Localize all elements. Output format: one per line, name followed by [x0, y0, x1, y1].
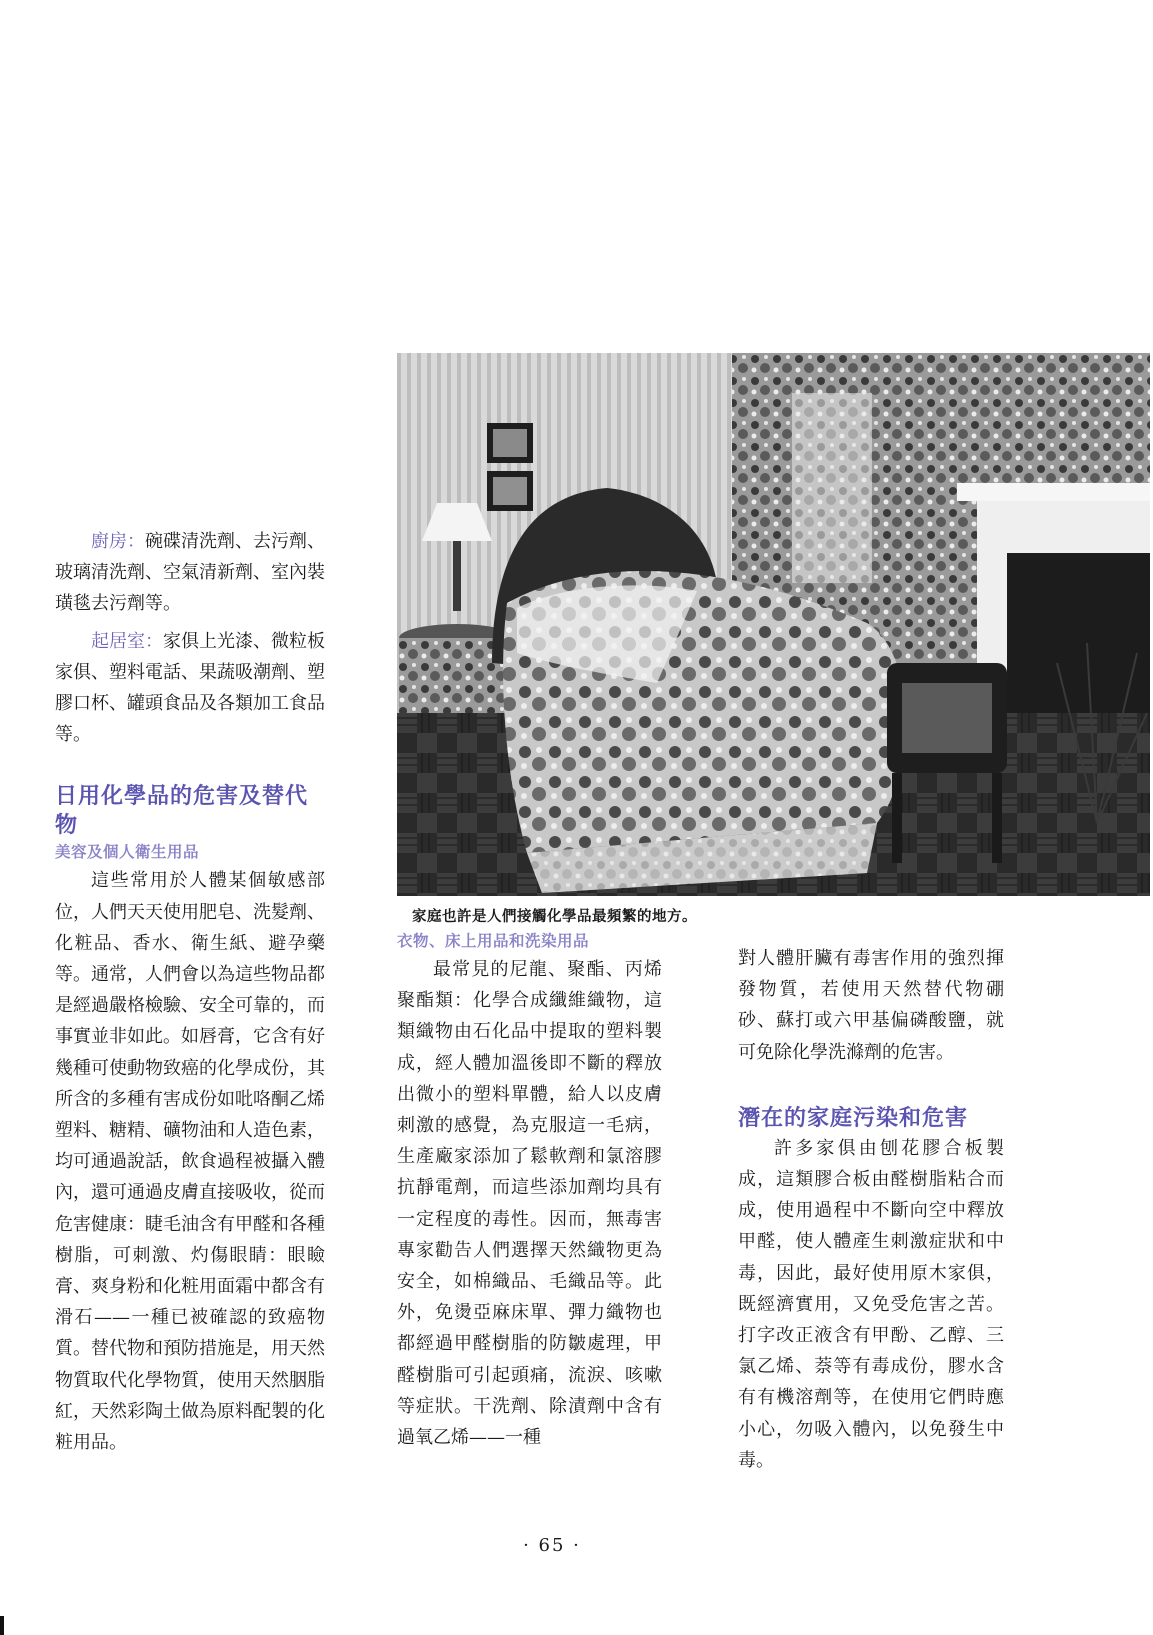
kitchen-text: 碗碟清洗劑、去污劑、玻璃清洗劑、空氣清新劑、室內裝璜毯去污劑等。: [55, 531, 325, 615]
subheading-textiles: 衣物、床上用品和洗染用品: [397, 932, 590, 950]
continued-paragraph: 對人體肝臟有毒害作用的強烈揮發物質，若使用天然替代物硼砂、蘇打或六甲基偏磷酸鹽，就可免除化學洗滌劑的危害。: [738, 948, 1004, 1063]
subheading-cosmetics: 美容及個人衛生用品: [55, 843, 200, 862]
furniture-paragraph: 許多家俱由刨花膠合板製成，這類膠合板由醛樹脂粘合而成，使用過程中不斷向空中釋放甲醛，使人體產生刺激症狀和中毒，因此，最好使用原木家俱，既經濟實用，又免受危害之苦。打字改正液含有甲酚、乙醇、三氯乙烯、萘等有毒成份，膠水含有有機溶劑等，在使用它們時應小心，勿吸入體內，以免發生中毒。: [738, 1137, 1004, 1471]
living-room-text: 家俱上光漆、微粒板家俱、塑料電話、果蔬吸潮劑、塑膠口杯、罐頭食品及各類加工食品等。: [55, 630, 325, 746]
kitchen-paragraph: [55, 526, 325, 620]
photo-caption: 家庭也許是人們接觸化學品最頻繁的地方。: [412, 909, 697, 925]
left-column: [55, 526, 325, 1458]
bedroom-photo: [397, 353, 1150, 896]
living-room-paragraph: [55, 626, 325, 751]
bedroom-photo-illustration: [397, 353, 1150, 896]
living-room-label: 起居室：: [91, 630, 163, 652]
page-number: · 65 ·: [523, 1535, 581, 1556]
scan-edge-mark: [0, 1616, 4, 1635]
section-heading-hidden-pollution: 潛在的家庭污染和危害: [738, 1105, 969, 1131]
middle-column: [397, 932, 662, 1453]
section-heading-chemicals: 日用化學品的危害及替代物: [55, 784, 309, 839]
textiles-paragraph: 最常見的尼龍、聚酯、丙烯聚酯類：化學合成纖維織物，這類織物由石化品中提取的塑料製成，經人體加溫後即不斷的釋放出微小的塑料單體，給人以皮膚刺激的感覺，為克服這一毛病，生產廠家添加了鬆軟劑和氯溶膠抗靜電劑，而這些添加劑均具有一定程度的毒性。因而，無毒害專家勸告人們選擇天然織物更為安全，如棉織品、毛織品等。此外，免燙亞麻床單、彈力織物也都經過甲醛樹脂的防皺處理，甲醛樹脂可引起頭痛，流淚、咳嗽等症狀。干洗劑、除漬劑中含有過氧乙烯——一種: [397, 959, 662, 1449]
right-column: [738, 943, 1004, 1476]
cosmetics-paragraph: 這些常用於人體某個敏感部位，人們天天使用肥皂、洗髮劑、化粧品、香水、衛生紙、避孕藥等。通常，人們會以為這些物品都是經過嚴格檢驗、安全可靠的，而事實並非如此。如唇膏，它含有好幾種可使動物致癌的化學成份，其所含的多種有害成份如吡咯酮乙烯塑料、糖精、礦物油和人造色素，均可通過說話，飲食過程被攝入體內，還可通過皮膚直接吸收，從而危害健康：睫毛油含有甲醛和各種樹脂，可刺激、灼傷眼睛：眼瞼膏、爽身粉和化粧用面霜中都含有滑石——一種已被確認的致癌物質。替代物和預防措施是，用天然物質取代化學物質，使用天然胭脂紅，天然彩陶土做為原料配製的化粧用品。: [55, 870, 325, 1454]
kitchen-label: 廚房：: [91, 531, 145, 552]
